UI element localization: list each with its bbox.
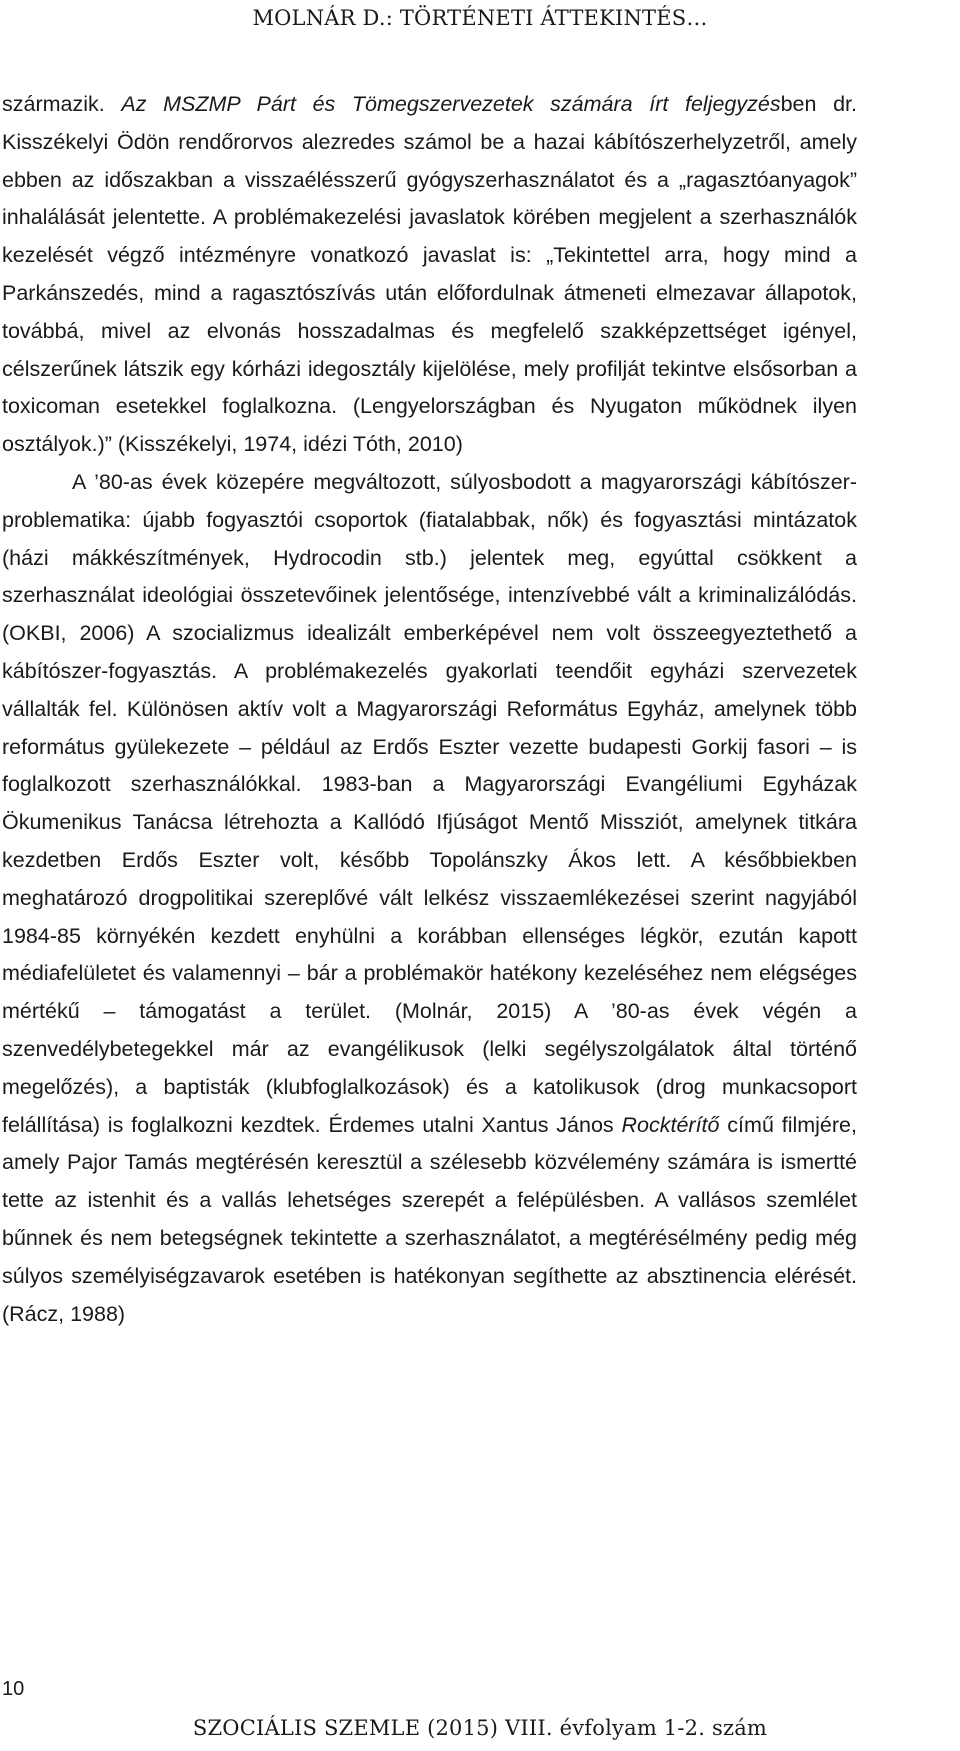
running-header: MOLNÁR D.: TÖRTÉNETI ÁTTEKINTÉS… <box>252 6 708 30</box>
italic-document-title: Az MSZMP Párt és Tömegszervezetek számára írt feljegyzés <box>121 92 781 116</box>
page-number: 10 <box>2 1678 25 1700</box>
body-text <box>2 86 857 1333</box>
paragraph-1-lead: származik. <box>2 92 122 116</box>
paragraph-1-text: ben dr. Kisszékelyi Ödön rendőrorvos alezredes számol be a hazai kábítószerhelyzetről, amely ebben az időszakban a visszaélésszerű gyógyszerhasználatot és a „ragasztóanyagok” inhalálását jelentette. A problémakezelési javaslatok körében megjelent a szerhasználók kezelését végző intézményre vonatkozó javaslat is: „Tekintettel arra, hogy mind a Parkánszedés, mind a ragasztószívás után előfordulnak átmeneti elmezavar állapotok, továbbá, mivel az elvonás hosszadalmas és megfelelő szakképzettséget igényel, célszerűnek látszik egy kórházi idegosztály kijelölése, mely profilját tekintve elsősorban a toxicoman esetekkel foglalkozna. (Lengyelországban és Nyugaton működnek ilyen osztályok.)” (Kisszékelyi, 1974, idézi Tóth, 2010) <box>2 92 857 457</box>
paragraph-2 <box>2 464 857 1333</box>
running-footer: SZOCIÁLIS SZEMLE (2015) VIII. évfolyam 1-2. szám <box>192 1716 768 1740</box>
paragraph-1 <box>2 86 857 464</box>
italic-film-title: Rocktérítő <box>621 1112 720 1137</box>
paragraph-2-text-a: A ’80-as évek közepére megváltozott, súlyosbodott a magyarországi kábítószer-problematika: újabb fogyasztói csoportok (fiatalabbak, nők) és fogyasztási mintázatok (házi mákkészítmények, Hydrocodin stb.) jelentek meg, egyúttal csökkent a szerhasználat ideológiai összetevőinek jelentősége, intenzívebbé vált a kriminalizálódás. (OKBI, 2006) A szocializmus idealizált emberképével nem volt összeegyeztethető a kábítószer-fogyasztás. A problémakezelés gyakorlati teendőit egyházi szervezetek vállalták fel. Különösen aktív volt a Magyarországi Református Egyház, amelynek több református gyülekezete – például az Erdős Eszter vezette budapesti Gorkij fasori – is foglalkozott szerhasználókkal. 1983-ban a Magyarországi Evangéliumi Egyházak Ökumenikus Tanácsa létrehozta a Kallódó Ifjúságot Mentő Missziót, amelynek titkára kezdetben Erdős Eszter volt, később Topolánszky Ákos lett. A későbbiekben meghatározó drogpolitikai szereplővé vált lelkész visszaemlékezései szerint nagyjából 1984-85 környékén kezdett enyhülni a korábban ellenséges légkör, ezután kapott médiafelületet és valamennyi – bár a problémakör hatékony kezeléséhez nem elégséges mértékű – támogatást a terület. (Molnár, 2015) A ’80-as évek végén a szenvedélybetegekkel már az evangélikusok (lelki segélyszolgálatok által történő megelőzés), a baptisták (klubfoglalkozások) és a katolikusok (drog munkacsoport felállítása) is foglalkozni kezdtek. Érdemes utalni Xantus János <box>2 469 857 1137</box>
paragraph-2-text-b: című filmjére, amely Pajor Tamás megtérésén keresztül a szélesebb közvélemény számára is ismertté tette az istenhit és a vallás lehetséges szerepét a felépülésben. A vallásos szemlélet bűnnek és nem betegségnek tekintette a szerhasználatot, a megtérésélmény pedig még súlyos személyiségzavarok esetében is hatékonyan segíthette az absztinencia elérését. (Rácz, 1988) <box>2 1112 857 1326</box>
